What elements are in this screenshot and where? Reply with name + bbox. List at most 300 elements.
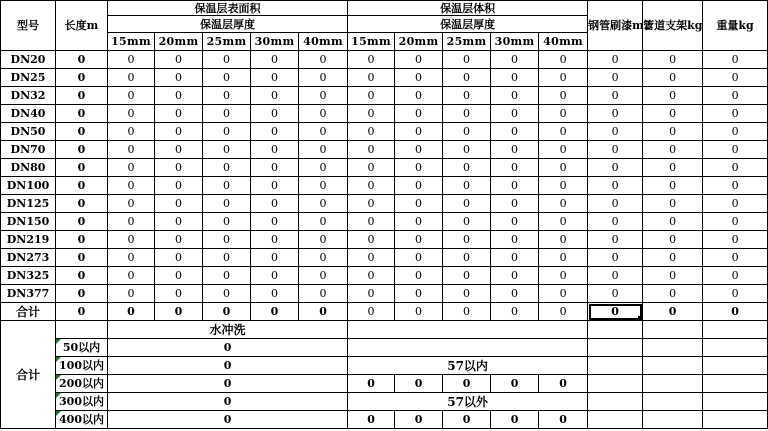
total-surface-30[interactable]: 0 (251, 303, 299, 321)
cell-paint[interactable]: 0 (588, 213, 643, 231)
range-300-value[interactable]: 0 (108, 393, 348, 411)
cell-surface-15[interactable]: 0 (108, 267, 155, 285)
cell-surface-25[interactable]: 0 (203, 69, 251, 87)
cell-surface-25[interactable]: 0 (203, 123, 251, 141)
cell-volume-15[interactable]: 0 (348, 267, 395, 285)
row-model[interactable]: DN32 (1, 87, 56, 105)
within57-40[interactable]: 0 (539, 375, 588, 393)
cell-weight[interactable]: 0 (703, 141, 768, 159)
row-model[interactable]: DN377 (1, 285, 56, 303)
surface-thickness-30[interactable]: 30mm (251, 33, 299, 51)
range-50-blank[interactable] (348, 339, 588, 357)
cell-surface-20[interactable]: 0 (155, 177, 203, 195)
cell-volume-25[interactable]: 0 (443, 177, 491, 195)
cell-length[interactable]: 0 (56, 231, 108, 249)
cell-volume-40[interactable]: 0 (539, 87, 588, 105)
within57-25[interactable]: 0 (443, 375, 491, 393)
row-model[interactable]: DN100 (1, 177, 56, 195)
cell-surface-25[interactable]: 0 (203, 249, 251, 267)
water-flush-label[interactable]: 水冲洗 (108, 321, 348, 339)
cell-surface-15[interactable]: 0 (108, 231, 155, 249)
cell-length[interactable]: 0 (56, 51, 108, 69)
cell-volume-25[interactable]: 0 (443, 213, 491, 231)
cell-paint[interactable]: 0 (588, 87, 643, 105)
blank-c1[interactable] (588, 375, 643, 393)
cell-volume-40[interactable]: 0 (539, 141, 588, 159)
cell-volume-40[interactable]: 0 (539, 285, 588, 303)
cell-weight[interactable]: 0 (703, 105, 768, 123)
volume-thickness-25[interactable]: 25mm (443, 33, 491, 51)
cell-length[interactable]: 0 (56, 267, 108, 285)
cell-surface-20[interactable]: 0 (155, 141, 203, 159)
table-row (1, 177, 768, 195)
cell-surface-25[interactable]: 0 (203, 231, 251, 249)
total-surface-40[interactable]: 0 (299, 303, 348, 321)
cell-volume-25[interactable]: 0 (443, 69, 491, 87)
cell-support[interactable]: 0 (643, 69, 703, 87)
cell-volume-20[interactable]: 0 (395, 51, 443, 69)
volume-thickness-20[interactable]: 20mm (395, 33, 443, 51)
table-row (1, 51, 768, 69)
volume-thickness-15[interactable]: 15mm (348, 33, 395, 51)
cell-paint[interactable]: 0 (588, 51, 643, 69)
cell-volume-25[interactable]: 0 (443, 285, 491, 303)
cell-length[interactable]: 0 (56, 249, 108, 267)
cell-volume-15[interactable]: 0 (348, 141, 395, 159)
cell-surface-25[interactable]: 0 (203, 285, 251, 303)
cell-volume-15[interactable]: 0 (348, 231, 395, 249)
cell-volume-25[interactable]: 0 (443, 87, 491, 105)
volume-thickness-30[interactable]: 30mm (491, 33, 539, 51)
cell-volume-30[interactable]: 0 (491, 285, 539, 303)
cell-weight[interactable]: 0 (703, 195, 768, 213)
blank-d1[interactable] (588, 393, 643, 411)
cell-volume-30[interactable]: 0 (491, 195, 539, 213)
cell-support[interactable]: 0 (643, 141, 703, 159)
cell-volume-30[interactable]: 0 (491, 267, 539, 285)
table-row (1, 231, 768, 249)
row-model[interactable]: DN50 (1, 123, 56, 141)
blank-e3[interactable] (703, 411, 768, 429)
summary-blank-2[interactable] (348, 321, 588, 339)
cell-volume-25[interactable]: 0 (443, 195, 491, 213)
cell-length[interactable]: 0 (56, 195, 108, 213)
cell-length[interactable]: 0 (56, 177, 108, 195)
cell-support[interactable]: 0 (643, 213, 703, 231)
volume-thickness-40[interactable]: 40mm (539, 33, 588, 51)
cell-surface-25[interactable]: 0 (203, 51, 251, 69)
total-weight[interactable]: 0 (703, 303, 768, 321)
blank-b3[interactable] (703, 357, 768, 375)
cell-surface-25[interactable]: 0 (203, 195, 251, 213)
total-volume-20[interactable]: 0 (395, 303, 443, 321)
cell-paint[interactable]: 0 (588, 195, 643, 213)
cell-weight[interactable]: 0 (703, 51, 768, 69)
cell-surface-30[interactable]: 0 (251, 249, 299, 267)
cell-paint[interactable]: 0 (588, 159, 643, 177)
cell-surface-25[interactable]: 0 (203, 177, 251, 195)
cell-surface-20[interactable]: 0 (155, 105, 203, 123)
cell-volume-40[interactable]: 0 (539, 159, 588, 177)
cell-surface-40[interactable]: 0 (299, 177, 348, 195)
cell-support[interactable]: 0 (643, 267, 703, 285)
cell-surface-40[interactable]: 0 (299, 195, 348, 213)
cell-surface-40[interactable]: 0 (299, 159, 348, 177)
cell-weight[interactable]: 0 (703, 213, 768, 231)
cell-surface-20[interactable]: 0 (155, 123, 203, 141)
cell-surface-30[interactable]: 0 (251, 231, 299, 249)
cell-volume-30[interactable]: 0 (491, 87, 539, 105)
cell-length[interactable]: 0 (56, 87, 108, 105)
cell-paint[interactable]: 0 (588, 69, 643, 87)
cell-volume-20[interactable]: 0 (395, 69, 443, 87)
cell-support[interactable]: 0 (643, 195, 703, 213)
within57-30[interactable]: 0 (491, 375, 539, 393)
cell-surface-30[interactable]: 0 (251, 51, 299, 69)
total-surface-15[interactable]: 0 (108, 303, 155, 321)
range-50-value[interactable]: 0 (108, 339, 348, 357)
cell-length[interactable]: 0 (56, 105, 108, 123)
cell-surface-15[interactable]: 0 (108, 159, 155, 177)
cell-volume-25[interactable]: 0 (443, 249, 491, 267)
cell-volume-20[interactable]: 0 (395, 195, 443, 213)
cell-paint[interactable]: 0 (588, 105, 643, 123)
total-length[interactable]: 0 (56, 303, 108, 321)
cell-length[interactable]: 0 (56, 159, 108, 177)
cell-volume-25[interactable]: 0 (443, 105, 491, 123)
cell-surface-15[interactable]: 0 (108, 249, 155, 267)
blank-b1[interactable] (588, 357, 643, 375)
cell-volume-20[interactable]: 0 (395, 249, 443, 267)
row-model[interactable]: DN70 (1, 141, 56, 159)
cell-surface-15[interactable]: 0 (108, 87, 155, 105)
cell-volume-40[interactable]: 0 (539, 123, 588, 141)
cell-surface-40[interactable]: 0 (299, 87, 348, 105)
cell-weight[interactable]: 0 (703, 177, 768, 195)
cell-volume-20[interactable]: 0 (395, 267, 443, 285)
cell-paint[interactable]: 0 (588, 249, 643, 267)
header-length[interactable]: 长度m (56, 1, 108, 51)
cell-surface-20[interactable]: 0 (155, 213, 203, 231)
cell-volume-15[interactable]: 0 (348, 123, 395, 141)
cell-surface-30[interactable]: 0 (251, 267, 299, 285)
blank-c2[interactable] (643, 375, 703, 393)
cell-volume-40[interactable]: 0 (539, 249, 588, 267)
total-surface-25[interactable]: 0 (203, 303, 251, 321)
cell-support[interactable]: 0 (643, 87, 703, 105)
cell-surface-15[interactable]: 0 (108, 177, 155, 195)
surface-thickness-15[interactable]: 15mm (108, 33, 155, 51)
blank-d2[interactable] (643, 393, 703, 411)
range-200[interactable]: 200以内 (56, 375, 108, 393)
total-label[interactable]: 合计 (1, 303, 56, 321)
cell-volume-15[interactable]: 0 (348, 213, 395, 231)
cell-weight[interactable]: 0 (703, 285, 768, 303)
cell-volume-20[interactable]: 0 (395, 231, 443, 249)
cell-surface-15[interactable]: 0 (108, 123, 155, 141)
within57-15[interactable]: 0 (348, 375, 395, 393)
cell-surface-30[interactable]: 0 (251, 177, 299, 195)
table-row (1, 159, 768, 177)
blank-b2[interactable] (643, 357, 703, 375)
cell-surface-20[interactable]: 0 (155, 69, 203, 87)
range-100[interactable]: 100以内 (56, 357, 108, 375)
range-400-value[interactable]: 0 (108, 411, 348, 429)
cell-surface-20[interactable]: 0 (155, 51, 203, 69)
cell-surface-25[interactable]: 0 (203, 87, 251, 105)
cell-surface-30[interactable]: 0 (251, 87, 299, 105)
cell-volume-30[interactable]: 0 (491, 213, 539, 231)
cell-paint[interactable]: 0 (588, 141, 643, 159)
header-support[interactable]: 管道支架kg (643, 1, 703, 51)
blank-a2[interactable] (643, 339, 703, 357)
cell-weight[interactable]: 0 (703, 87, 768, 105)
surface-thickness-25[interactable]: 25mm (203, 33, 251, 51)
cell-volume-20[interactable]: 0 (395, 87, 443, 105)
cell-volume-25[interactable]: 0 (443, 123, 491, 141)
cell-volume-25[interactable]: 0 (443, 159, 491, 177)
blank-e2[interactable] (643, 411, 703, 429)
cell-surface-15[interactable]: 0 (108, 141, 155, 159)
summary-blank-5[interactable] (703, 321, 768, 339)
cell-volume-15[interactable]: 0 (348, 285, 395, 303)
total-support[interactable]: 0 (643, 303, 703, 321)
beyond57-20[interactable]: 0 (395, 411, 443, 429)
header-weight[interactable]: 重量kg (703, 1, 768, 51)
table-row (1, 213, 768, 231)
cell-surface-40[interactable]: 0 (299, 105, 348, 123)
range-300[interactable]: 300以内 (56, 393, 108, 411)
row-model[interactable]: DN219 (1, 231, 56, 249)
cell-paint[interactable]: 0 (588, 123, 643, 141)
cell-surface-40[interactable]: 0 (299, 213, 348, 231)
row-model[interactable]: DN150 (1, 213, 56, 231)
cell-weight[interactable]: 0 (703, 231, 768, 249)
cell-volume-40[interactable]: 0 (539, 105, 588, 123)
cell-surface-20[interactable]: 0 (155, 249, 203, 267)
beyond-57-label[interactable]: 57以外 (348, 393, 588, 411)
cell-volume-30[interactable]: 0 (491, 141, 539, 159)
row-model[interactable]: DN20 (1, 51, 56, 69)
cell-surface-20[interactable]: 0 (155, 285, 203, 303)
total-surface-20[interactable]: 0 (155, 303, 203, 321)
cell-weight[interactable]: 0 (703, 159, 768, 177)
cell-volume-25[interactable]: 0 (443, 141, 491, 159)
cell-weight[interactable]: 0 (703, 267, 768, 285)
cell-volume-40[interactable]: 0 (539, 267, 588, 285)
cell-volume-30[interactable]: 0 (491, 51, 539, 69)
total-paint-selected-cell[interactable]: 0 (588, 303, 643, 321)
range-400[interactable]: 400以内 (56, 411, 108, 429)
cell-volume-20[interactable]: 0 (395, 285, 443, 303)
cell-volume-15[interactable]: 0 (348, 159, 395, 177)
cell-volume-15[interactable]: 0 (348, 51, 395, 69)
cell-surface-20[interactable]: 0 (155, 267, 203, 285)
cell-volume-40[interactable]: 0 (539, 195, 588, 213)
table-row (1, 195, 768, 213)
fill-handle[interactable] (638, 316, 643, 321)
cell-volume-40[interactable]: 0 (539, 51, 588, 69)
cell-volume-20[interactable]: 0 (395, 159, 443, 177)
cell-volume-20[interactable]: 0 (395, 177, 443, 195)
cell-surface-30[interactable]: 0 (251, 285, 299, 303)
cell-support[interactable]: 0 (643, 105, 703, 123)
cell-paint[interactable]: 0 (588, 177, 643, 195)
cell-surface-40[interactable]: 0 (299, 123, 348, 141)
row-model[interactable]: DN325 (1, 267, 56, 285)
beyond57-30[interactable]: 0 (491, 411, 539, 429)
cell-support[interactable]: 0 (643, 249, 703, 267)
cell-length[interactable]: 0 (56, 69, 108, 87)
cell-surface-40[interactable]: 0 (299, 267, 348, 285)
cell-length[interactable]: 0 (56, 141, 108, 159)
cell-volume-30[interactable]: 0 (491, 177, 539, 195)
cell-volume-30[interactable]: 0 (491, 123, 539, 141)
cell-surface-40[interactable]: 0 (299, 285, 348, 303)
cell-volume-40[interactable]: 0 (539, 231, 588, 249)
cell-paint[interactable]: 0 (588, 267, 643, 285)
row-model[interactable]: DN25 (1, 69, 56, 87)
cell-volume-40[interactable]: 0 (539, 177, 588, 195)
row-model[interactable]: DN80 (1, 159, 56, 177)
header-volume-group[interactable]: 保温层体积 (348, 1, 588, 16)
range-100-value[interactable]: 0 (108, 357, 348, 375)
cell-surface-40[interactable]: 0 (299, 69, 348, 87)
cell-surface-25[interactable]: 0 (203, 141, 251, 159)
table-row (1, 87, 768, 105)
cell-surface-20[interactable]: 0 (155, 231, 203, 249)
blank-a3[interactable] (703, 339, 768, 357)
cell-surface-20[interactable]: 0 (155, 195, 203, 213)
cell-volume-20[interactable]: 0 (395, 105, 443, 123)
blank-c3[interactable] (703, 375, 768, 393)
row-model[interactable]: DN40 (1, 105, 56, 123)
cell-surface-15[interactable]: 0 (108, 51, 155, 69)
surface-thickness-20[interactable]: 20mm (155, 33, 203, 51)
cell-surface-15[interactable]: 0 (108, 195, 155, 213)
header-volume-thickness[interactable]: 保温层厚度 (348, 16, 588, 33)
cell-volume-40[interactable]: 0 (539, 213, 588, 231)
row-model[interactable]: DN125 (1, 195, 56, 213)
surface-thickness-40[interactable]: 40mm (299, 33, 348, 51)
range-50[interactable]: 50以内 (56, 339, 108, 357)
cell-volume-15[interactable]: 0 (348, 177, 395, 195)
cell-volume-15[interactable]: 0 (348, 249, 395, 267)
cell-volume-30[interactable]: 0 (491, 231, 539, 249)
cell-length[interactable]: 0 (56, 213, 108, 231)
table-row (1, 69, 768, 87)
cell-surface-25[interactable]: 0 (203, 105, 251, 123)
total-volume-40[interactable]: 0 (539, 303, 588, 321)
summary-blank-3[interactable] (588, 321, 643, 339)
beyond57-15[interactable]: 0 (348, 411, 395, 429)
cell-paint[interactable]: 0 (588, 231, 643, 249)
cell-length[interactable]: 0 (56, 285, 108, 303)
cell-surface-30[interactable]: 0 (251, 69, 299, 87)
cell-surface-30[interactable]: 0 (251, 123, 299, 141)
total-volume-30[interactable]: 0 (491, 303, 539, 321)
cell-volume-20[interactable]: 0 (395, 141, 443, 159)
cell-surface-40[interactable]: 0 (299, 141, 348, 159)
cell-length[interactable]: 0 (56, 123, 108, 141)
summary-blank[interactable] (56, 321, 108, 339)
row-model[interactable]: DN273 (1, 249, 56, 267)
cell-volume-20[interactable]: 0 (395, 213, 443, 231)
table-row (1, 267, 768, 285)
cell-surface-25[interactable]: 0 (203, 267, 251, 285)
cell-support[interactable]: 0 (643, 123, 703, 141)
cell-surface-15[interactable]: 0 (108, 69, 155, 87)
summary-label[interactable]: 合计 (1, 321, 56, 429)
cell-volume-25[interactable]: 0 (443, 231, 491, 249)
blank-d3[interactable] (703, 393, 768, 411)
range-200-value[interactable]: 0 (108, 375, 348, 393)
cell-volume-40[interactable]: 0 (539, 69, 588, 87)
cell-surface-30[interactable]: 0 (251, 195, 299, 213)
cell-weight[interactable]: 0 (703, 249, 768, 267)
cell-volume-15[interactable]: 0 (348, 87, 395, 105)
within57-20[interactable]: 0 (395, 375, 443, 393)
header-model[interactable]: 型号 (1, 1, 56, 51)
cell-surface-40[interactable]: 0 (299, 249, 348, 267)
table-row (1, 105, 768, 123)
cell-support[interactable]: 0 (643, 159, 703, 177)
total-volume-25[interactable]: 0 (443, 303, 491, 321)
cell-surface-25[interactable]: 0 (203, 213, 251, 231)
cell-weight[interactable]: 0 (703, 123, 768, 141)
cell-paint[interactable]: 0 (588, 285, 643, 303)
cell-surface-15[interactable]: 0 (108, 213, 155, 231)
header-paint[interactable]: 钢管刷漆m2 (588, 1, 643, 51)
cell-volume-15[interactable]: 0 (348, 69, 395, 87)
cell-surface-20[interactable]: 0 (155, 159, 203, 177)
blank-a1[interactable] (588, 339, 643, 357)
cell-surface-20[interactable]: 0 (155, 87, 203, 105)
cell-surface-30[interactable]: 0 (251, 141, 299, 159)
summary-blank-4[interactable] (643, 321, 703, 339)
cell-volume-15[interactable]: 0 (348, 105, 395, 123)
cell-volume-25[interactable]: 0 (443, 51, 491, 69)
blank-e1[interactable] (588, 411, 643, 429)
header-surface-thickness[interactable]: 保温层厚度 (108, 16, 348, 33)
cell-surface-30[interactable]: 0 (251, 213, 299, 231)
cell-surface-40[interactable]: 0 (299, 51, 348, 69)
cell-volume-30[interactable]: 0 (491, 105, 539, 123)
total-volume-15[interactable]: 0 (348, 303, 395, 321)
beyond57-40[interactable]: 0 (539, 411, 588, 429)
cell-support[interactable]: 0 (643, 285, 703, 303)
cell-surface-15[interactable]: 0 (108, 285, 155, 303)
cell-surface-15[interactable]: 0 (108, 105, 155, 123)
cell-weight[interactable]: 0 (703, 69, 768, 87)
cell-surface-25[interactable]: 0 (203, 159, 251, 177)
cell-volume-20[interactable]: 0 (395, 123, 443, 141)
cell-volume-30[interactable]: 0 (491, 159, 539, 177)
cell-support[interactable]: 0 (643, 177, 703, 195)
cell-support[interactable]: 0 (643, 231, 703, 249)
cell-volume-30[interactable]: 0 (491, 69, 539, 87)
within-57-label[interactable]: 57以内 (348, 357, 588, 375)
cell-volume-15[interactable]: 0 (348, 195, 395, 213)
cell-surface-30[interactable]: 0 (251, 105, 299, 123)
cell-volume-30[interactable]: 0 (491, 249, 539, 267)
cell-surface-30[interactable]: 0 (251, 159, 299, 177)
cell-support[interactable]: 0 (643, 51, 703, 69)
header-surface-group[interactable]: 保温层表面积 (108, 1, 348, 16)
cell-surface-40[interactable]: 0 (299, 231, 348, 249)
cell-volume-25[interactable]: 0 (443, 267, 491, 285)
beyond57-25[interactable]: 0 (443, 411, 491, 429)
